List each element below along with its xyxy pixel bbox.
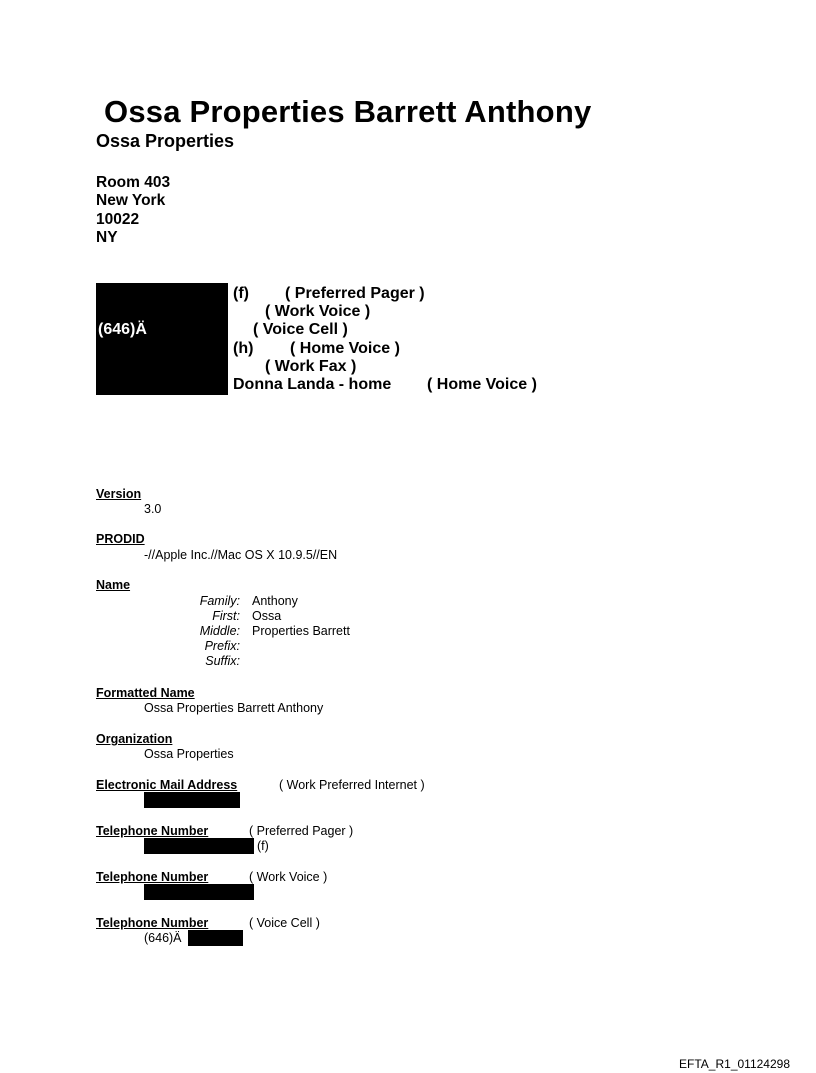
telephone-label: Telephone Number bbox=[96, 824, 209, 838]
telephone-label: Telephone Number bbox=[96, 916, 209, 930]
document-id: EFTA_R1_01124298 bbox=[679, 1057, 790, 1071]
phone-type: ( Work Voice ) bbox=[265, 303, 371, 320]
telephone-type: ( Voice Cell ) bbox=[249, 916, 320, 930]
version-label: Version bbox=[96, 487, 142, 501]
prodid-label: PRODID bbox=[96, 532, 145, 546]
phone-type: ( Work Fax ) bbox=[265, 358, 357, 375]
name-field-label: Prefix: bbox=[204, 639, 240, 653]
name-field-value: Anthony bbox=[252, 594, 298, 608]
name-field-label: First: bbox=[212, 609, 240, 623]
formatted-name-label: Formatted Name bbox=[96, 686, 195, 700]
phone-type: ( Preferred Pager ) bbox=[285, 285, 425, 302]
redaction-box bbox=[144, 792, 240, 808]
telephone-type: ( Work Voice ) bbox=[249, 870, 328, 884]
phone-suffix: (f) bbox=[233, 285, 249, 302]
phone-prefix: (646)Ä bbox=[98, 321, 147, 338]
redaction-box bbox=[144, 884, 254, 900]
address-line-city: New York bbox=[96, 192, 166, 209]
organization-value: Ossa Properties bbox=[144, 747, 234, 761]
redaction-box bbox=[188, 930, 243, 946]
address-line-state: NY bbox=[96, 229, 118, 246]
contact-title: Ossa Properties Barrett Anthony bbox=[104, 94, 592, 129]
address-line-room: Room 403 bbox=[96, 174, 171, 191]
contact-organization: Ossa Properties bbox=[96, 131, 235, 151]
name-field-label: Middle: bbox=[199, 624, 240, 638]
email-label: Electronic Mail Address bbox=[96, 778, 238, 792]
name-label: Name bbox=[96, 578, 131, 592]
name-field-value: Properties Barrett bbox=[252, 624, 350, 638]
email-type: ( Work Preferred Internet ) bbox=[279, 778, 425, 792]
telephone-prefix: (646)Ä bbox=[144, 931, 182, 945]
telephone-extra: (f) bbox=[257, 839, 269, 853]
phone-type: ( Home Voice ) bbox=[290, 340, 400, 357]
organization-label: Organization bbox=[96, 732, 173, 746]
phone-suffix: (h) bbox=[233, 340, 254, 357]
telephone-label: Telephone Number bbox=[96, 870, 209, 884]
name-field-label: Family: bbox=[199, 594, 240, 608]
telephone-type: ( Preferred Pager ) bbox=[249, 824, 354, 838]
redaction-box bbox=[144, 838, 254, 854]
version-value: 3.0 bbox=[144, 502, 162, 516]
address-line-zip: 10022 bbox=[96, 211, 140, 228]
redaction-box bbox=[96, 283, 228, 395]
phone-type: ( Voice Cell ) bbox=[253, 321, 348, 338]
name-field-label: Suffix: bbox=[205, 654, 240, 668]
phone-type: ( Home Voice ) bbox=[427, 376, 537, 393]
prodid-value: -//Apple Inc.//Mac OS X 10.9.5//EN bbox=[144, 548, 338, 562]
phone-suffix: Donna Landa - home bbox=[233, 376, 392, 393]
formatted-name-value: Ossa Properties Barrett Anthony bbox=[144, 701, 324, 715]
name-field-value: Ossa bbox=[252, 609, 282, 623]
